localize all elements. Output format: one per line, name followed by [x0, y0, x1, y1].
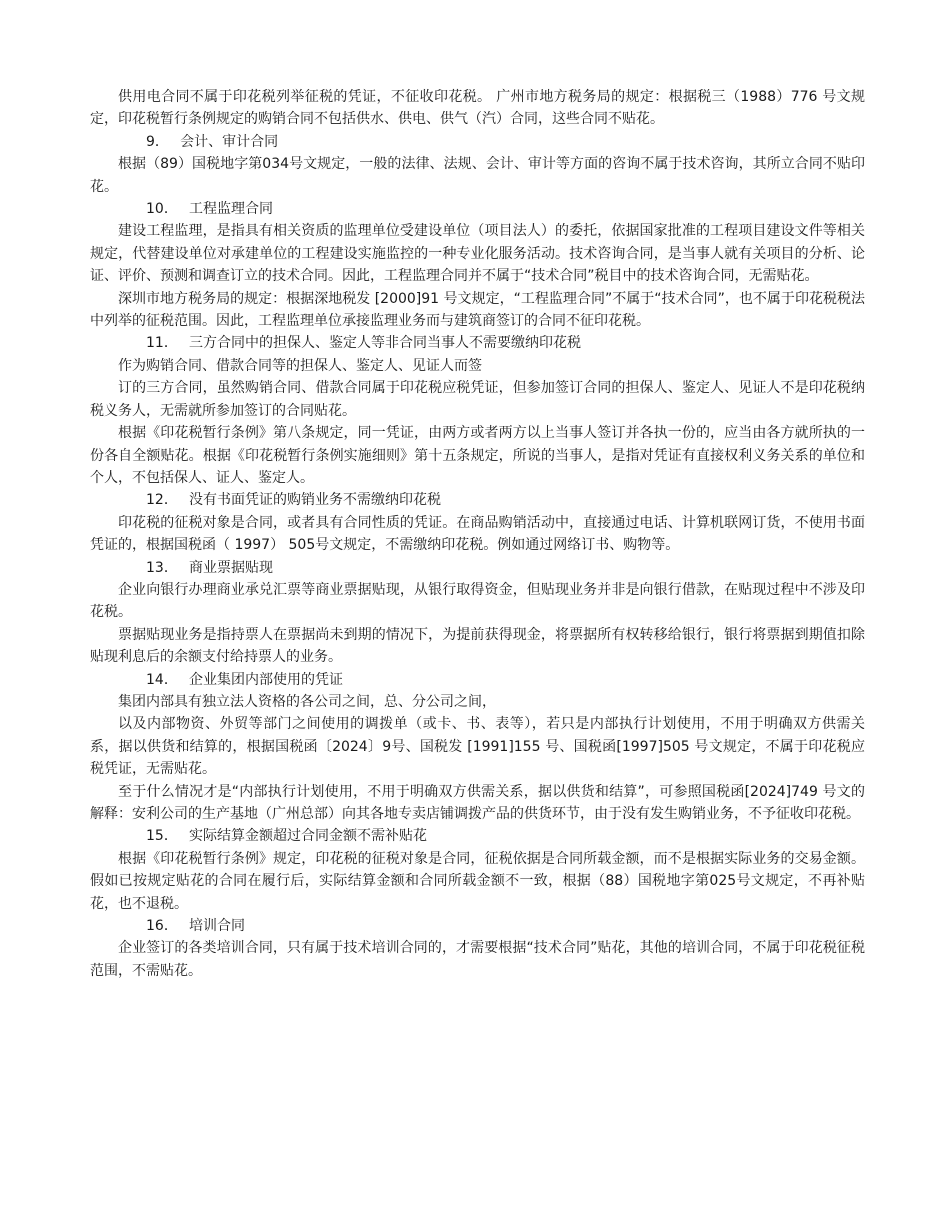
paragraph: 根据《印花税暂行条例》规定，印花税的征税对象是合同，征税依据是合同所载金额，而不是根据实际业务的交易金额。假如已按规定贴花的合同在履行后，实际结算金额和合同所载金额不一致，根据（88）国税地字第025号文规定，不再补贴花，也不退税。: [90, 850, 865, 912]
section-title: 没有书面凭证的购销业务不需缴纳印花税: [189, 492, 442, 509]
section-title: 三方合同中的担保人、鉴定人等非合同当事人不需要缴纳印花税: [189, 335, 582, 352]
paragraph: 票据贴现业务是指持票人在票据尚未到期的情况下，为提前获得现金，将票据所有权转移给银行，银行将票据到期值扣除贴现利息后的余额支付给持票人的业务。: [90, 626, 865, 666]
paragraph: 深圳市地方税务局的规定：根据深地税发 [2000]91 号文规定，“工程监理合同”不属于“技术合同”，也不属于印花税税法中列举的征税范围。因此，工程监理单位承接监理业务而与建筑商签订的合同不征印花税。: [90, 290, 865, 330]
paragraph: 订的三方合同，虽然购销合同、借款合同属于印花税应税凭证，但参加签订合同的担保人、鉴定人、见证人不是印花税纳税义务人，无需就所参加签订的合同贴花。: [90, 380, 865, 419]
section-number: 16．: [146, 918, 178, 935]
section-number: 11．: [146, 335, 178, 352]
section-number: 10．: [146, 201, 178, 218]
paragraph: 至于什么情况才是“内部执行计划使用，不用于明确双方供需关系，据以供货和结算”，可参照国税函[2024]749 号文的解释：安利公司的生产基地（广州总部）向其各地专卖店铺调拨产品的供货环节，由于没有发生购销业务，不予征收印花税。: [90, 783, 865, 822]
section-heading: [90, 332, 865, 354]
paragraph: 作为购销合同、借款合同等的担保人、鉴定人、见证人而签: [118, 357, 482, 374]
section-title: 会计、审计合同: [180, 133, 279, 150]
section-number: 12．: [146, 492, 178, 509]
paragraph: 建设工程监理，是指具有相关资质的监理单位受建设单位（项目法人）的委托，依据国家批准的工程项目建设文件等相关规定，代替建设单位对承建单位的工程建设实施监控的一种专业化服务活动。技术咨询合同，是当事人就有关项目的分析、论证、评价、预测和调查订立的技术合同。因此，工程监理合同并不属于“技术合同”税目中的技术咨询合同，无需贴花。: [90, 223, 865, 285]
paragraph: 印花税的征税对象是合同，或者具有合同性质的凭证。在商品购销活动中，直接通过电话、计算机联网订货，不使用书面凭证的，根据国税函（ 1997） 505号文规定，不需缴纳印花税。例如通过网络订书、购物等。: [90, 514, 865, 554]
paragraph: 集团内部具有独立法人资格的各公司之间，总、分公司之间，: [118, 693, 496, 710]
section-heading: [90, 198, 865, 220]
section-heading: [90, 669, 865, 691]
section-number: 13．: [146, 559, 178, 576]
section-number: 14．: [146, 671, 178, 688]
paragraph: 企业向银行办理商业承兑汇票等商业票据贴现，从银行取得资金，但贴现业务并非是向银行借款，在贴现过程中不涉及印花税。: [90, 581, 865, 621]
section-number: 9．: [146, 133, 169, 150]
section-title: 培训合同: [189, 918, 246, 935]
section-title: 工程监理合同: [189, 201, 274, 218]
section-heading: [90, 825, 865, 847]
paragraph: 供用电合同不属于印花税列举征税的凭证，不征收印花税。 广州市地方税务局的规定：根据税三（1988）776 号文规定，印花税暂行条例规定的购销合同不包括供水、供电、供气（汽）合同，这些合同不贴花。: [90, 89, 865, 128]
section-number: 15．: [146, 828, 178, 845]
document-body: [90, 86, 865, 982]
section-title: 商业票据贴现: [189, 559, 274, 576]
section-heading: [90, 557, 865, 579]
section-heading: [90, 131, 865, 153]
paragraph: 根据（89）国税地字第034号文规定，一般的法律、法规、会计、审计等方面的咨询不属于技术咨询，其所立合同不贴印花。: [90, 156, 865, 195]
paragraph: 以及内部物资、外贸等部门之间使用的调拨单（或卡、书、表等），若只是内部执行计划使用，不用于明确双方供需关系，据以供货和结算的，根据国税函〔2024〕9号、国税发 [1991]155 号、国税函[1997]505 号文规定，不属于印花税应税凭证，无需贴花。: [90, 716, 865, 778]
paragraph: 企业签订的各类培训合同，只有属于技术培训合同的，才需要根据“技术合同”贴花，其他的培训合同，不属于印花税征税范围，不需贴花。: [90, 940, 865, 979]
section-heading: [90, 489, 865, 511]
section-title: 企业集团内部使用的凭证: [189, 671, 344, 688]
section-title: 实际结算金额超过合同金额不需补贴花: [189, 828, 428, 845]
paragraph: 根据《印花税暂行条例》第八条规定，同一凭证，由两方或者两方以上当事人签订并各执一份的，应当由各方就所执的一份各自全额贴花。根据《印花税暂行条例实施细则》第十五条规定，所说的当事人，是指对凭证有直接权利义务关系的单位和个人，不包括保人、证人、鉴定人。: [90, 425, 865, 486]
section-heading: [90, 915, 865, 937]
